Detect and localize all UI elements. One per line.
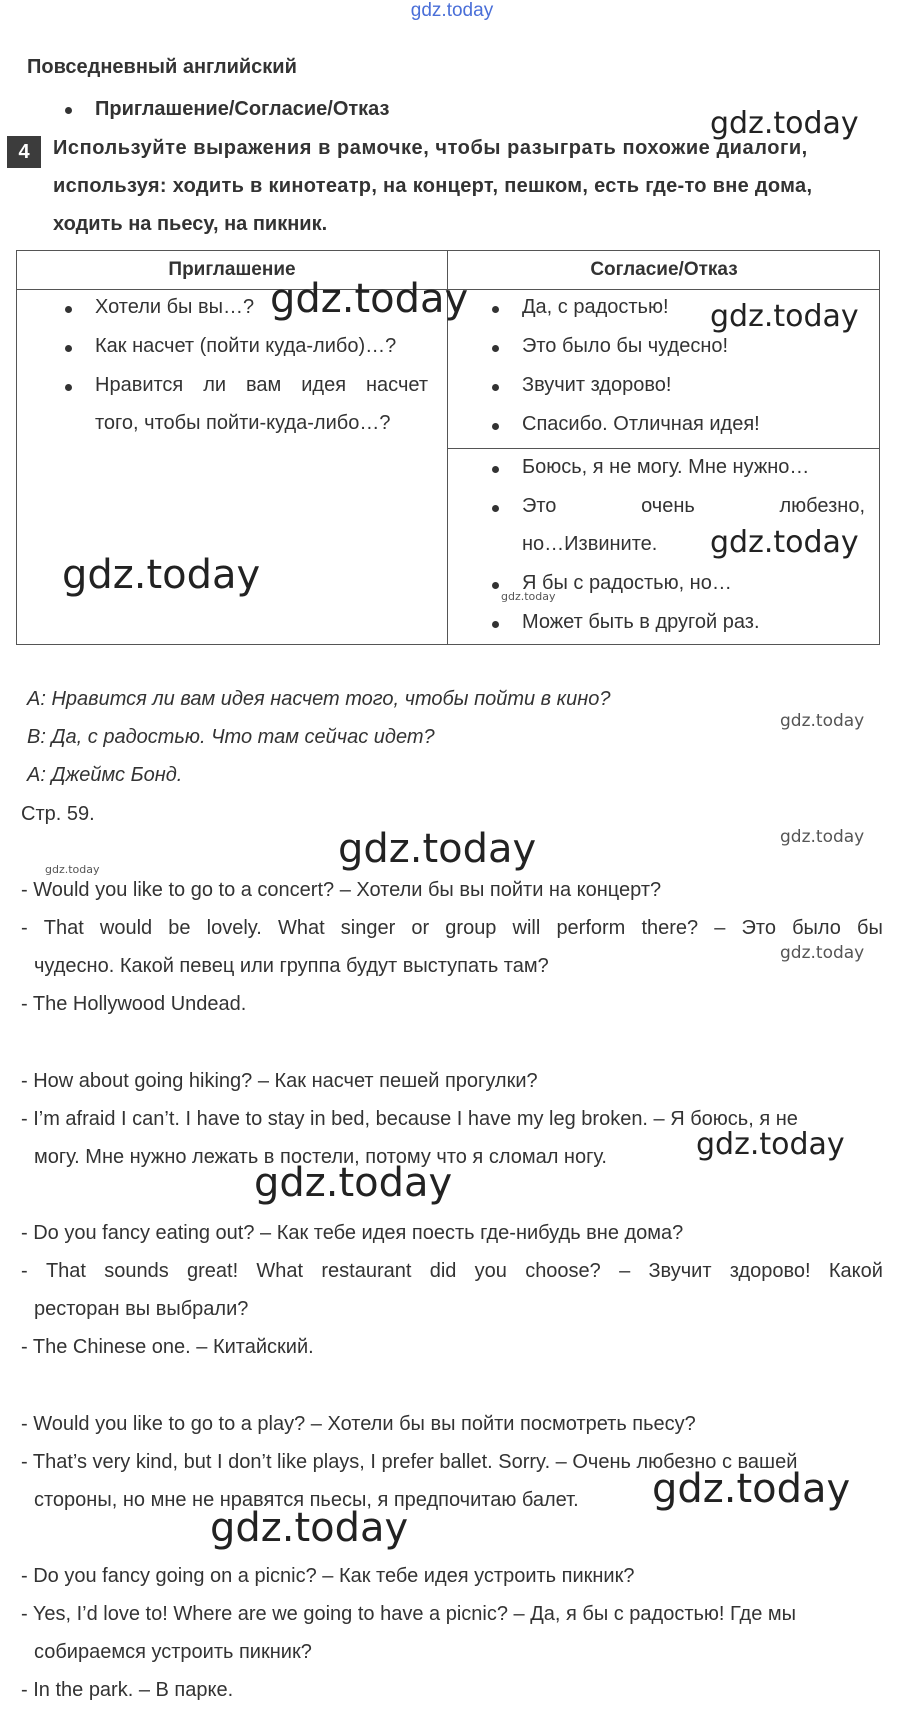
word: What	[277, 917, 325, 939]
invitation-item-continued: того, чтобы пойти-куда-либо…?	[95, 412, 391, 434]
word: perform	[556, 917, 626, 939]
watermark: gdz.today	[652, 1466, 851, 1512]
answer-line: могу. Мне нужно лежать в постели, потому что я сломал ногу.	[34, 1146, 607, 1168]
acceptance-item: Спасибо. Отличная идея!	[522, 413, 760, 435]
refusal-item	[522, 495, 865, 518]
refusal-item: Я бы с радостью, но…	[522, 572, 732, 594]
word: очень	[641, 495, 695, 517]
word: Нравится	[95, 374, 184, 396]
word: be	[168, 917, 191, 939]
watermark: gdz.today	[780, 711, 865, 731]
word: would	[99, 917, 153, 939]
word: здорово!	[729, 1260, 811, 1282]
word: group	[445, 917, 497, 939]
watermark: gdz.today	[338, 826, 537, 872]
answer-line: - Do you fancy going on a picnic? – Как тебе идея устроить пикник?	[21, 1565, 635, 1587]
watermark: gdz.today	[254, 1160, 453, 1206]
word: любезно,	[779, 495, 865, 517]
word: will	[512, 917, 541, 939]
word: -	[21, 1260, 28, 1282]
word: singer	[340, 917, 396, 939]
watermark: gdz.today	[710, 106, 859, 141]
word: насчет	[366, 374, 428, 396]
word: Какой	[828, 1260, 883, 1282]
word: Звучит	[648, 1260, 712, 1282]
task-line-1-text: Используйте выражения в рамочке, чтобы разыграть похожие диалоги,	[53, 137, 808, 159]
watermark: gdz.today	[780, 943, 865, 963]
task-number-badge: 4	[7, 136, 41, 168]
word: было	[792, 917, 841, 939]
invitation-item: Как насчет (пойти куда-либо)…?	[95, 335, 397, 357]
answer-line	[21, 1260, 883, 1283]
word: you	[474, 1260, 507, 1282]
answer-line: - In the park. – В парке.	[21, 1679, 234, 1701]
top-watermark: gdz.today	[410, 0, 494, 21]
example-line-a1: А: Нравится ли вам идея насчет того, чтобы пойти в кино?	[27, 688, 611, 710]
word: did	[429, 1260, 457, 1282]
word: That	[45, 1260, 86, 1282]
table-refusal-divider	[447, 448, 880, 449]
answer-line: - The Hollywood Undead.	[21, 993, 247, 1015]
word: –	[714, 917, 726, 939]
acceptance-item: Да, с радостью!	[522, 296, 669, 318]
answer-line: чудесно. Какой певец или группа будут выступать там?	[34, 955, 549, 977]
bullet-heading: Приглашение/Согласие/Отказ	[95, 98, 390, 120]
watermark: gdz.today	[45, 863, 100, 876]
page-reference: Стр. 59.	[21, 803, 95, 825]
refusal-item: Может быть в другой раз.	[522, 611, 760, 633]
watermark: gdz.today	[62, 552, 261, 598]
answer-line: стороны, но мне не нравятся пьесы, я предпочитаю балет.	[34, 1489, 579, 1511]
answer-line: - How about going hiking? – Как насчет пешей прогулки?	[21, 1070, 538, 1092]
watermark: gdz.today	[501, 590, 556, 603]
answer-line: ресторан вы выбрали?	[34, 1298, 249, 1320]
answer-line: - That’s very kind, but I don’t like plays, I prefer ballet. Sorry. – Очень любезно с вашей	[21, 1451, 798, 1473]
answer-line: собираемся устроить пикник?	[34, 1641, 312, 1663]
example-line-b: В: Да, с радостью. Что там сейчас идет?	[27, 726, 435, 748]
watermark: gdz.today	[710, 525, 859, 560]
answer-line: - Yes, I’d love to! Where are we going to have a picnic? – Да, я бы с радостью! Где мы	[21, 1603, 796, 1625]
word: Это	[522, 495, 557, 517]
answer-line: - I’m afraid I can’t. I have to stay in bed, because I have my leg broken. – Я боюсь, я не	[21, 1108, 798, 1130]
answer-line: - Do you fancy eating out? – Как тебе идея поесть где-нибудь вне дома?	[21, 1222, 684, 1244]
answer-line: - Would you like to go to a play? – Хотели бы вы пойти посмотреть пьесу?	[21, 1413, 696, 1435]
answer-line	[21, 917, 883, 940]
answer-line: - Would you like to go to a concert? – Хотели бы вы пойти на концерт?	[21, 879, 662, 901]
word: there?	[641, 917, 699, 939]
word: sounds	[104, 1260, 169, 1282]
task-line-3: ходить на пьесу, на пикник.	[53, 213, 328, 235]
table-header-invitation: Приглашение	[168, 259, 296, 280]
word: ли	[203, 374, 227, 396]
word: What	[256, 1260, 304, 1282]
word: бы	[857, 917, 883, 939]
invitation-item	[95, 374, 428, 397]
acceptance-item: Это было бы чудесно!	[522, 335, 729, 357]
refusal-item: Боюсь, я не могу. Мне нужно…	[522, 456, 810, 478]
invitation-item: Хотели бы вы…?	[95, 296, 255, 318]
example-line-a2: А: Джеймс Бонд.	[27, 764, 183, 786]
word: -	[21, 917, 28, 939]
watermark: gdz.today	[780, 827, 865, 847]
refusal-item-continued: но…Извините.	[522, 533, 658, 555]
task-line-2: используя: ходить в кинотеатр, на концерт, пешком, есть где-то вне дома,	[53, 175, 813, 197]
word: Это	[741, 917, 776, 939]
word: идея	[301, 374, 347, 396]
watermark: gdz.today	[696, 1127, 845, 1162]
word: choose?	[525, 1260, 601, 1282]
table-header-response: Согласие/Отказ	[590, 259, 738, 280]
word: lovely.	[206, 917, 262, 939]
watermark: gdz.today	[210, 1505, 409, 1551]
watermark: gdz.today	[270, 276, 469, 322]
word: or	[411, 917, 430, 939]
word: restaurant	[321, 1260, 412, 1282]
answer-line: - The Chinese one. – Китайский.	[21, 1336, 314, 1358]
acceptance-item: Звучит здорово!	[522, 374, 672, 396]
word: great!	[187, 1260, 239, 1282]
word: That	[43, 917, 84, 939]
section-title: Повседневный английский	[27, 56, 297, 78]
watermark: gdz.today	[710, 299, 859, 334]
word: –	[619, 1260, 631, 1282]
word: вам	[246, 374, 282, 396]
